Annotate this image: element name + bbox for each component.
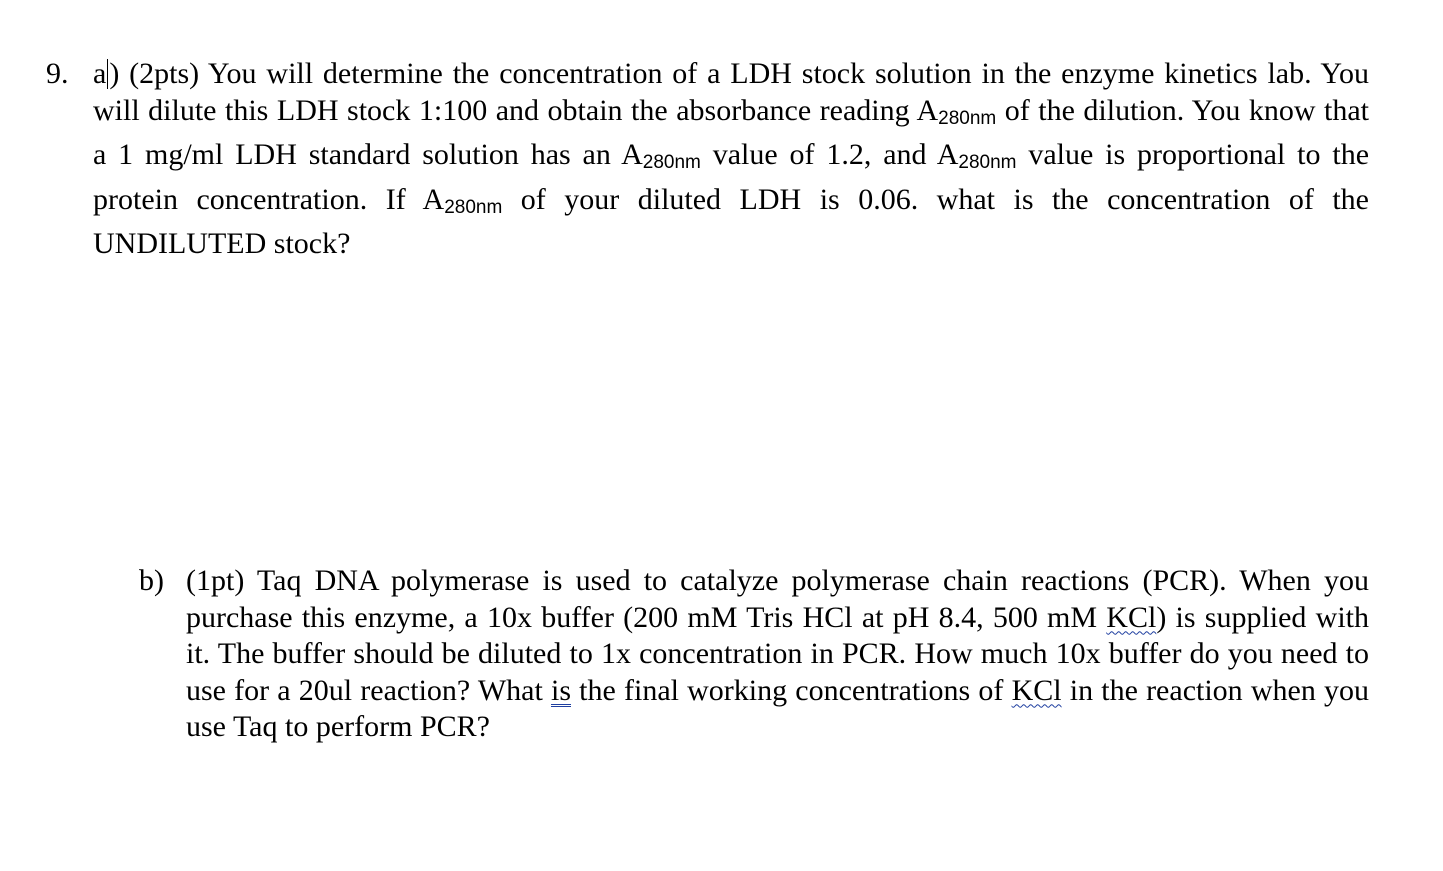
part-a-text-3: value of 1.2, and A [700, 138, 959, 171]
spellcheck-kcl: KCl [1011, 673, 1062, 707]
part-b-text [186, 563, 1369, 746]
subscript-280nm: 280nm [958, 152, 1017, 173]
part-a-text [93, 56, 1369, 263]
part-a-label: a [93, 57, 107, 90]
part-a-text-2: of the dilution. You know that a 1 mg/ml LDH standard solution has an A [93, 93, 1370, 171]
part-a-text-1: (2pts) You will determine the concentration of a LDH stock solution in the enzyme kinetics lab. You will dilute this LDH stock 1:100 and obtain the absorbance reading A [93, 57, 1369, 127]
spellcheck-kcl: KCl [1106, 600, 1157, 634]
part-b-label: b) [139, 564, 164, 597]
part-b-text-4: in the reaction when you use Taq to perform PCR? [186, 673, 1369, 743]
subscript-280nm: 280nm [444, 196, 503, 218]
part-b-text-1: (1pt) Taq DNA polymerase is used to catalyze polymerase chain reactions (PCR). When you purchase this enzyme, a 10x buffer (200 mM Tris HCl at pH 8.4, 500 mM [186, 564, 1369, 634]
subscript-280nm: 280nm [642, 152, 701, 173]
part-a-label-paren: ) [109, 57, 120, 90]
question-number: 9. [46, 57, 69, 90]
part-a-text-4: value is proportional to the protein concentration. If A [93, 138, 1370, 216]
part-b-text-3: the final working concentrations of [571, 673, 1012, 707]
subscript-280nm: 280nm [938, 107, 997, 129]
part-b-text-2: ) is supplied with it. The buffer should be diluted to 1x concentration in PCR. How much 10x buffer do you need to use for a 20ul reaction? What [186, 600, 1369, 707]
grammar-check-is: is [550, 673, 571, 707]
part-a-text-5: of your diluted LDH is 0.06. what is the concentration of the UNDILUTED stock? [93, 182, 1369, 260]
